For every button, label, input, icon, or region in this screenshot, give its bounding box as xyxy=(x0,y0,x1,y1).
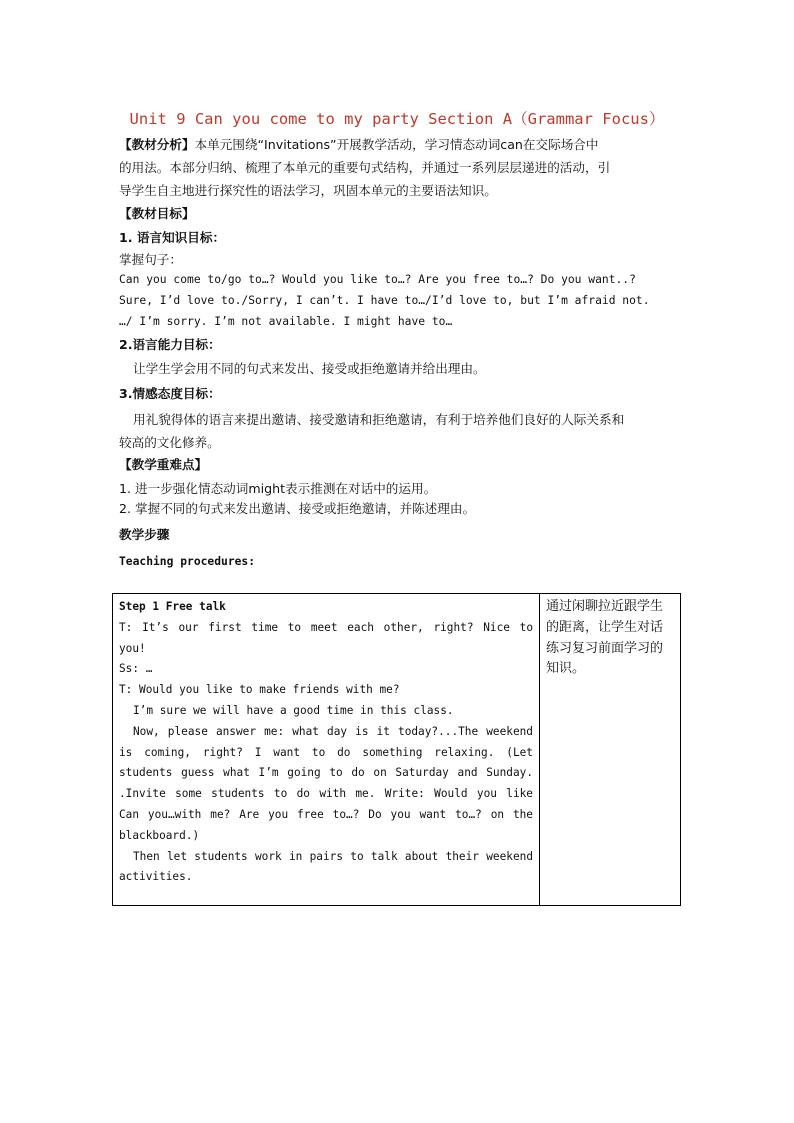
procedure-line: activities. xyxy=(119,870,193,884)
goals-heading: 【教材目标】 xyxy=(119,206,195,221)
knowledge-goal-sub: 掌握句子： xyxy=(119,252,182,267)
keypoint-2: 2. 掌握不同的句式来发出邀请、接受或拒绝邀请，并陈述理由。 xyxy=(119,501,476,516)
procedure-line: Now, please answer me: what day is it today?...The weekend xyxy=(133,724,533,738)
procedure-line: blackboard.) xyxy=(119,828,200,842)
procedure-line: .Invite some students to do with me. Write: Would you like xyxy=(119,787,533,801)
sentence-line-1: Can you come to/go to…? Would you like to…? Are you free to…? Do you want..? xyxy=(119,273,636,286)
analysis-label: 【教材分析】 xyxy=(119,137,195,152)
procedure-table xyxy=(112,593,681,906)
ability-goal-text: 让学生学会用不同的句式来发出、接受或拒绝邀请并给出理由。 xyxy=(133,361,486,376)
attitude-goal-line-2: 较高的文化修养。 xyxy=(119,435,220,450)
procedure-cell xyxy=(113,594,540,906)
procedure-line: T: Would you like to make friends with me? xyxy=(119,683,400,697)
attitude-goal-heading: 3.情感态度目标： xyxy=(119,386,221,401)
keypoints-heading: 【教学重难点】 xyxy=(119,457,208,472)
procedure-line: you! xyxy=(119,641,146,655)
steps-heading: 教学步骤 xyxy=(119,527,170,542)
procedure-line: I’m sure we will have a good time in this class. xyxy=(133,703,454,717)
analysis-line-2: 的用法。本部分归纳、梳理了本单元的重要句式结构，并通过一系列层层递进的活动，引 xyxy=(119,160,611,175)
procedure-line: Ss: … xyxy=(119,662,153,676)
analysis-line-3: 导学生自主地进行探究性的语法学习，巩固本单元的主要语法知识。 xyxy=(119,183,497,198)
table-row xyxy=(113,594,681,906)
note-cell xyxy=(540,594,681,906)
procedure-line: is coming, right? I want to do something relaxing. (Let xyxy=(119,745,533,759)
knowledge-goal-heading: 1. 语言知识目标： xyxy=(119,230,226,245)
sentence-line-2: Sure, I’d love to./Sorry, I can’t. I have to…/I’d love to, but I’m afraid not. xyxy=(119,294,650,307)
ability-goal-heading: 2.语言能力目标： xyxy=(119,337,221,352)
attitude-goal-line-1: 用礼貌得体的语言来提出邀请、接受邀请和拒绝邀请，有利于培养他们良好的人际关系和 xyxy=(133,412,625,427)
analysis-line-1 xyxy=(119,136,679,154)
procedure-line: Then let students work in pairs to talk about their weekend xyxy=(133,849,533,863)
sentence-line-3: …/ I’m sorry. I’m not available. I might have to… xyxy=(119,315,453,328)
procedures-heading: Teaching procedures: xyxy=(119,555,256,568)
procedure-line: Can you…with me? Are you free to…? Do you want to…? on the xyxy=(119,807,533,821)
analysis-text-1: 本单元围绕“Invitations”开展教学活动，学习情态动词can在交际场合中 xyxy=(194,137,599,152)
procedure-line: T: It’s our first time to meet each other, right? Nice to xyxy=(119,620,533,634)
document-title: Unit 9 Can you come to my party Section A（Grammar Focus） xyxy=(129,110,665,128)
teaching-note: 通过闲聊拉近跟学生的距离，让学生对话练习复习前面学习的知识。 xyxy=(546,599,664,677)
step-title: Step 1 Free talk xyxy=(119,600,226,613)
keypoint-1: 1. 进一步强化情态动词might表示推测在对话中的运用。 xyxy=(119,481,437,496)
procedure-line: students guess what I’m going to do on Saturday and Sunday. xyxy=(119,766,533,780)
